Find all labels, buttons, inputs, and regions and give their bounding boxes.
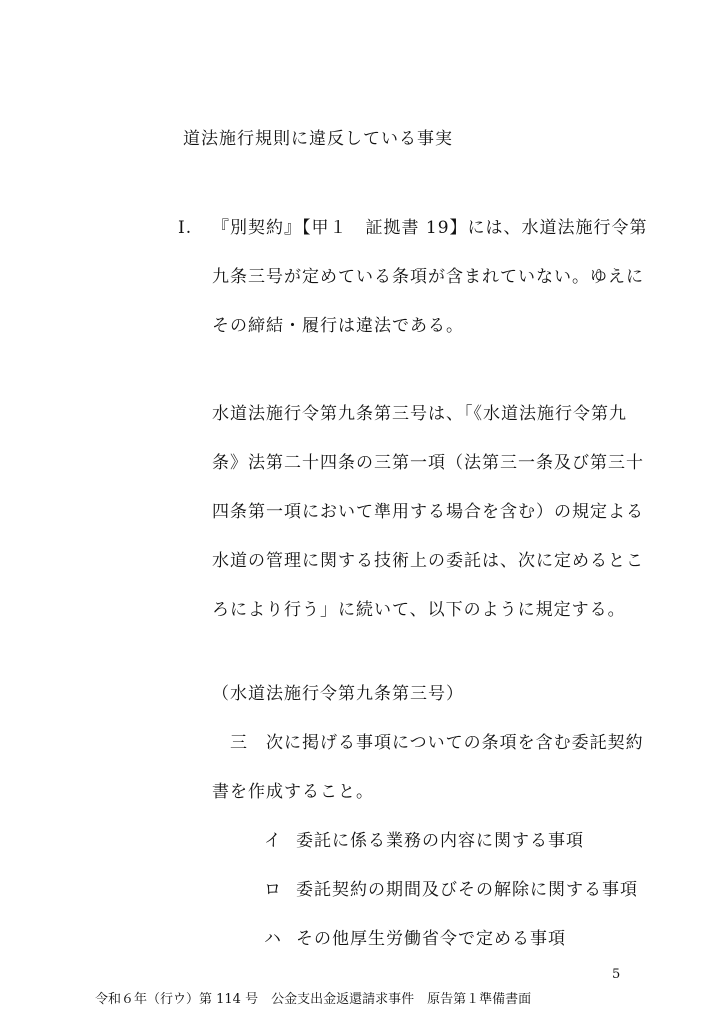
section-marker: I. [178,218,193,238]
subitem-text: 委託に係る業務の内容に関する事項 [296,831,584,851]
section-line-3: その締結・履行は違法である。 [212,316,464,336]
subitem-marker: イ [264,831,282,851]
section-heading: 道法施行規則に違反している事実 [183,129,453,149]
page-number: 5 [612,967,622,982]
subitem-marker: ロ [264,880,282,900]
page-footer: 令和６年（行ウ）第 114 号 公金支出金返還請求事件 原告第１準備書面 [95,992,532,1007]
quote-item-line-1: 三 次に掲げる事項についての条項を含む委託契約 [230,733,644,753]
subitem-text: その他厚生労働省令で定める事項 [296,929,566,949]
explanation-line-4: 水道の管理に関する技術上の委託は、次に定めるとこ [212,551,644,571]
subitem-text: 委託契約の期間及びその解除に関する事項 [296,880,638,900]
section-line-2: 九条三号が定めている条項が含まれていない。ゆえに [212,267,644,287]
quote-title: （水道法施行令第九条第三号） [212,684,464,704]
explanation-line-5: ろにより行う」に続いて、以下のように規定する。 [212,600,626,620]
explanation-line-2: 条》法第二十四条の三第一項（法第三一条及び第三十 [212,453,644,473]
explanation-line-3: 四条第一項において準用する場合を含む）の規定よる [212,502,644,522]
quote-item-line-2: 書を作成すること。 [212,782,374,802]
explanation-line-1: 水道法施行令第九条第三号は、「《水道法施行令第九 [212,404,627,424]
subitem-marker: ハ [264,929,282,949]
section-line-1: 『別契約』【甲１ 証拠書 19】には、水道法施行令第 [212,218,648,238]
